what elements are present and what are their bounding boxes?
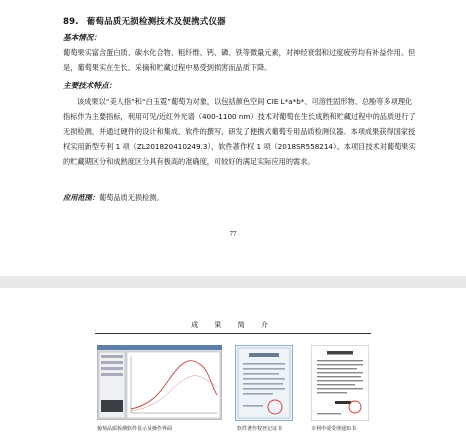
heading-basic: 基本情况： (63, 33, 101, 42)
scope-line (63, 190, 164, 205)
section-title-text: 葡萄品质无损检测技术及便携式仪器 (86, 17, 226, 27)
software-screenshot-figure (97, 345, 222, 420)
section-number: 89. (63, 17, 79, 27)
document-page-bottom (0, 288, 466, 445)
caption-software: 葡萄品质检测软件显示及操作界面 (97, 426, 173, 432)
features-paragraph: 该成果以“美人指”和“白玉霓”葡萄为对象，以包括颜色空间 CIE L*a*b*、可溶性固形物、总酚等多项理化指标作为主要指标，利用可见/近红外光谱（400-1100 nm）技术对葡萄在生长成熟和贮藏过程中的品质进行了无损检测，并通过硬件的设计和集成、软件的撰写，研发了便携式葡萄专用品质检测仪器。本项成果获得国家授权实用新型专利 1 项（ZL201820410249.3），软件著作权 1 项（2018SR558214）。本项目技术对葡萄果实的贮藏期区分和成熟度区分具有极高的准确度，可较好的满足实际应用的需求。 (63, 97, 416, 166)
caption-patent: 专利申请受理通知书 (311, 426, 357, 432)
heading-features: 主要技术特点： (63, 81, 117, 90)
copyright-certificate-figure (235, 345, 293, 421)
section-title (63, 15, 226, 27)
results-divider (95, 333, 371, 334)
copyright-certificate-image (235, 345, 293, 421)
patent-notice-image (311, 345, 369, 421)
heading-scope: 应用范围： (63, 193, 99, 202)
results-title: 成 果 简 介 (191, 321, 275, 329)
software-screenshot-image (97, 345, 222, 420)
scope-text: 葡萄品质无损检测。 (98, 193, 164, 202)
page-number: 77 (229, 230, 237, 238)
basic-paragraph: 葡萄果实富含蛋白质、碳水化合物、粗纤维、钙、磷、铁等微量元素，对神经衰弱和过度疲劳均有补益作用。但是，葡萄果实在生长、采摘和贮藏过程中易受到损害而品质下降。 (63, 48, 416, 72)
patent-notice-figure (311, 345, 369, 421)
caption-copyright: 软件著作权登记证书 (237, 426, 283, 432)
page-gap (0, 276, 466, 288)
